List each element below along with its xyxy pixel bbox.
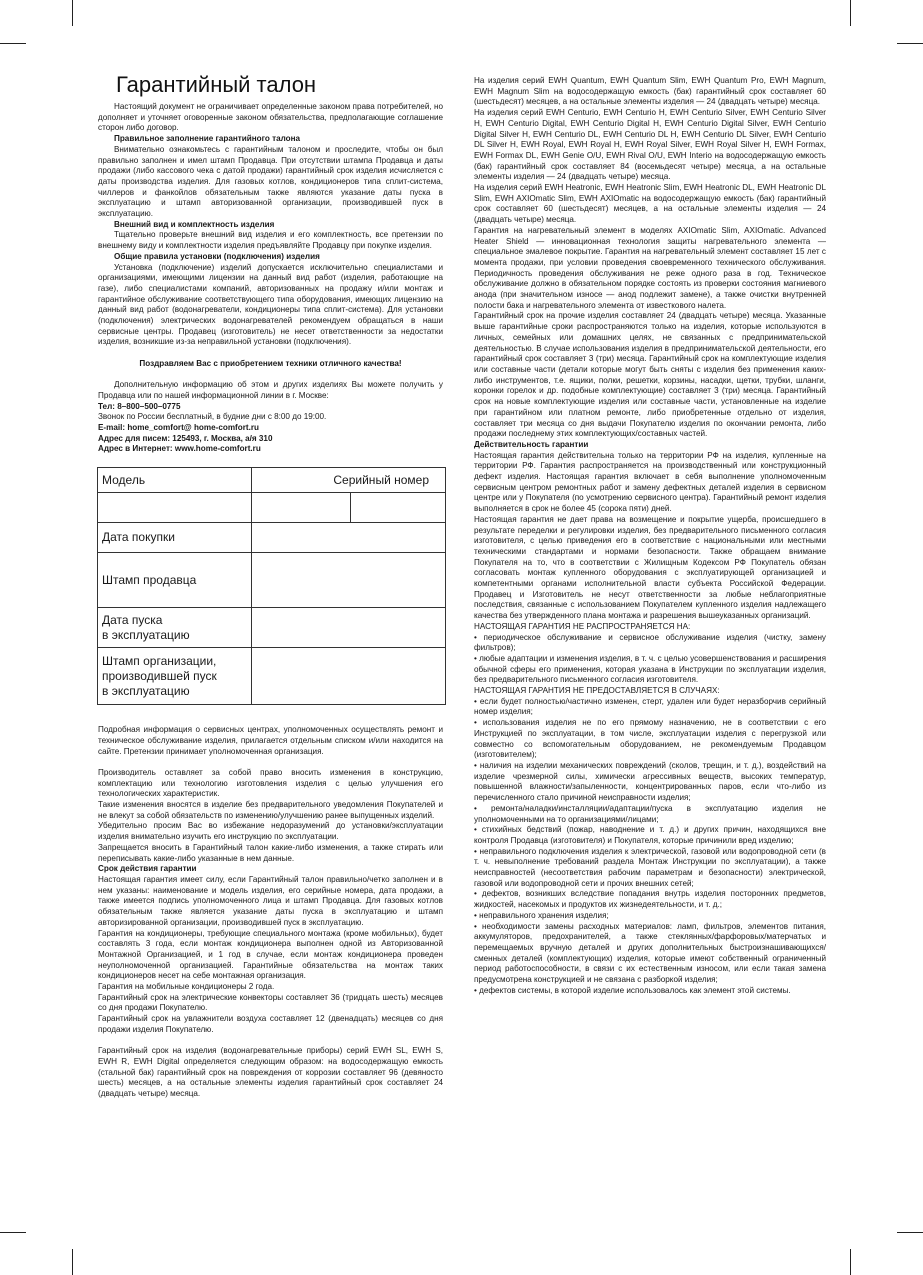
purchase-date-field[interactable] bbox=[252, 523, 446, 553]
serial-field-1[interactable] bbox=[252, 493, 351, 523]
seller-stamp-field[interactable] bbox=[252, 553, 446, 608]
launch-date-field[interactable] bbox=[252, 608, 446, 648]
warranty-text: Гарантия на нагревательный элемент в моделях AXIOmatic Slim, AXIOmatic. Advanced Heater Shield — инновационная технология защиты нагревательного элемента — специальное эмалевое покрытие. Гарантия на нагревательный элемент составляет 15 лет с момента продажи, при условии проведения своевременного технического обслуживания. Периодичность проведения обслуживания не реже одного раза в год. Техническое обслуживание должно в обязательном порядке состоять из проверки состояния магниевого анода (при значительном износе — анод подлежит замене), а также очистки внутренней полости бака и нагревательного элемента от известкового налета. bbox=[474, 225, 826, 310]
purchase-date-label: Дата покупки bbox=[98, 523, 252, 553]
crop-mark bbox=[0, 43, 26, 44]
list-item: • дефектов, возникших вследствие попадания внутрь изделия посторонних предметов, жидкостей, насекомых и продуктов их жизнедеятельности, и т. д.; bbox=[474, 889, 826, 910]
warranty-text: На изделия серий EWH Centurio, EWH Centurio H, EWH Centurio Silver, EWH Centurio Silver H, EWH Centurio Digital, EWH Centurio Digital H, EWH Centurio Digital Silver, EWH Centurio Digital Silver H, EWH Centurio DL, EWH Centurio DL H, EWH Centurio DL Silver, EWH Centurio DL Silver H, EWH Royal, EWH Royal H, EWH Royal Silver, EWH Royal Silver H, EWH Formax, EWH Formax DL, EWH Genie O/U, EWH Rival O/U, EWH Interio на водосодержащую емкость (бак) гарантийный срок составляет 84 (восемьдесят четыре) месяца, а на остальные элементы изделия — 24 (двадцать четыре) месяца. bbox=[474, 108, 826, 182]
section-heading: Правильное заполнение гарантийного талона bbox=[114, 134, 301, 144]
list-item: • дефектов системы, в которой изделие использовалось как элемент этой системы. bbox=[474, 985, 791, 995]
intro-text: Настоящий документ не ограничивает определенные законом права потребителей, но дополняет и уточняет оговоренные законом обязательства, предполагающие соглашение сторон либо договор. bbox=[98, 102, 443, 133]
crop-mark bbox=[897, 1232, 923, 1233]
after-table-text: Производитель оставляет за собой право вносить изменения в конструкцию, комплектацию или технологию изготовления изделия с целью улучшения его технологических характеристик. bbox=[98, 767, 443, 799]
list-item: • стихийных бедствий (пожар, наводнение и т. д.) и других причин, находящихся вне контроля Продавца (изготовителя) и Покупателя, которые причинили вред изделию; bbox=[474, 825, 826, 845]
after-table-text: Убедительно просим Вас во избежание недоразумений до установки/эксплуатации изделия внимательно изучить его инструкцию по эксплуатации. bbox=[98, 821, 443, 842]
seller-stamp-label: Штамп продавца bbox=[98, 553, 252, 608]
serial-label: Серийный номер bbox=[252, 468, 446, 493]
congrats-text: Поздравляем Вас с приобретением техники отличного качества! bbox=[139, 358, 402, 368]
term-text: Гарантия на мобильные кондиционеры 2 года. bbox=[98, 982, 275, 992]
list-item: • наличия на изделии механических повреждений (сколов, трещин, и т. д.), воздействий на изделие чрезмерной силы, химически агрессивных веществ, высоких температур, повышенной влажности/запыленности, концентрированных паров, если что-либо из перечисленного стало причиной неисправности изделия; bbox=[474, 761, 826, 803]
page-title: Гарантийный талон bbox=[116, 72, 317, 97]
phone: Тел: 8–800–500–0775 bbox=[98, 401, 181, 411]
crop-mark bbox=[850, 0, 851, 26]
after-table-text: Подробная информация о сервисных центрах, уполномоченных осуществлять ремонт и техническое обслуживание изделия, прилагается отдельным списком и/или находится на сайте. Претензии принимает уполномоченная организация. bbox=[98, 725, 443, 756]
list-item: • если будет полностью/частично изменен, стерт, удален или будет неразборчив серийный номер изделия; bbox=[474, 696, 826, 717]
model-field[interactable] bbox=[98, 493, 252, 523]
model-label: Модель bbox=[98, 468, 252, 493]
validity-text: Настоящая гарантия действительна только на территории РФ на изделия, купленные на территории РФ. Гарантия распространяется на производственный или конструкционный дефект изделия. Настоящая гарантия включает в себя выполнение уполномоченным сервисным центром ремонтных работ и замену дефектных деталей изделия в сервисном центре или у Покупателя (по усмотрению сервисного центра). Гарантийный ремонт изделия выполняется в срок не более 45 (сорока пяти) дней. bbox=[474, 450, 826, 514]
warranty-text: Гарантийный срок на прочие изделия составляет 24 (двадцать четыре) месяца. Указанные выше гарантийные сроки распространяются только на изделия, которые используются в личных, семейных или домашних целях, не связанных с предпринимательской деятельностью. В случае использования изделия в предпринимательской деятельности, его гарантийный срок составляет 3 (три) месяца. Гарантийный срок на комплектующие изделия или составные части (детали которые могут быть сняты с изделия без применения каких-либо инструментов, т.е. ящики, полки, решетки, корзины, насадки, щетки, трубки, шланги, коронки горелок и др. подобные комплектующие) составляет 3 (три) месяца. Гарантийный срок на новые комплектующие изделия или составные части, установленные на изделие при гарантийном или платном ремонте, либо приобретенные отдельно от изделия, составляет три месяца со дня выдачи Покупателю изделия по окончании ремонта, либо продажи последнему этих комплектующих/составных частей. bbox=[474, 311, 826, 439]
address: Адрес для писем: 125493, г. Москва, а/я 310 bbox=[98, 433, 273, 443]
left-column bbox=[98, 72, 443, 1100]
term-text: Гарантийный срок на изделия (водонагревательные приборы) серий EWH SL, EWH S, EWH R, EWH Digital определяется следующим образом: на водосодержащую емкость (стальной бак) гарантийный срок на повреждения от коррозии составляет 96 (девяносто шесть) месяцев, а на остальные элементы изделия гарантийный срок составляет 24 (двадцать четыре) месяца. bbox=[98, 1046, 443, 1099]
crop-mark bbox=[897, 43, 923, 44]
term-text: Гарантия на кондиционеры, требующие специального монтажа (кроме мобильных), будет составлять 3 года, если монтаж кондиционера выполнен одной из Авторизованной Монтажной Организацией, и 1 год в случае, если монтаж кондиционера проведен неуполномоченной организацией. Гарантийные обязательства на монтаж таких кондиционеров несет на себе монтажная организация. bbox=[98, 928, 443, 981]
list-item: • любые адаптации и изменения изделия, в т. ч. с целью усовершенствования и расширения обычной сферы его применения, которая указана в Инструкции по эксплуатации изделия, без предварительного письменного согласия изготовителя. bbox=[474, 653, 826, 685]
warranty-table bbox=[97, 467, 446, 705]
warranty-text: На изделия серий EWH Heatronic, EWH Heatronic Slim, EWH Heatronic DL, EWH Heatronic DL Slim, EWH AXIOmatic Slim, EWH AXIOmatic на водосодержащую емкость (бак) гарантийный срок составляет 60 (шестьдесят) месяцев, а на остальные элементы изделия — 24 (двадцать четыре) месяца. bbox=[474, 183, 826, 225]
org-stamp-field[interactable] bbox=[252, 648, 446, 705]
validity-text: Настоящая гарантия не дает права на возмещение и покрытие ущерба, происшедшего в результате переделки и регулировки изделия, без предварительного письменного согласия изготовителя, с целью приведения его в соответствие с национальными или местными техническими стандартами и нормами безопасности. Также обращаем внимание Покупателя на то, что в соответствии с Жилищным Кодексом РФ Покупатель обязан согласовать монтаж купленного оборудования с эксплуатирующей организацией и компетентными органами исполнительной власти субъекта Российской Федерации. Продавец и Изготовитель не несут ответственности за любые неблагоприятные последствия, связанные с использованием Покупателем купленного изделия надлежащего качества без утвержденного плана монтажа и разрешения вышеуказанных организаций. bbox=[474, 514, 826, 621]
after-table-text: Такие изменения вносятся в изделие без предварительного уведомления Покупателей и не влекут за собой обязательств по изменению/улучшению ранее выпущенных изделий. bbox=[98, 800, 443, 820]
contact-text: Дополнительную информацию об этом и других изделиях Вы можете получить у Продавца или по нашей информационной линии в г. Москве: bbox=[98, 380, 443, 400]
section-heading: Внешний вид и комплектность изделия bbox=[114, 219, 275, 229]
list-item: • неправильного хранения изделия; bbox=[474, 910, 609, 920]
crop-mark bbox=[72, 1249, 73, 1275]
list-heading: НАСТОЯЩАЯ ГАРАНТИЯ НЕ ПРЕДОСТАВЛЯЕТСЯ В СЛУЧАЯХ: bbox=[474, 686, 720, 696]
list-item: • неправильного подключения изделия к электрической, газовой или водопроводной сети (в т. ч. невыполнение требований раздела Монтаж Инструкции по эксплуатации), а также неисправностей (несоответствия рабочим параметрам и безопасности) электрической, газовой или водопроводной сети и прочих внешних сетей; bbox=[474, 846, 826, 888]
crop-mark bbox=[72, 0, 73, 26]
email: E-mail: home_comfort@ home-comfort.ru bbox=[98, 423, 259, 433]
term-text: Настоящая гарантия имеет силу, если Гарантийный талон правильно/четко заполнен и в нем указаны: наименование и модель изделия, его серийные номера, дата продажи, а также имеется подпись уполномоченного лица и штамп Продавца. Для газовых котлов обязательным также является указание даты пуска в эксплуатацию и штамп авторизированной организации, производившей пуск в эксплуатацию. bbox=[98, 875, 443, 927]
website: Адрес в Интернет: www.home-comfort.ru bbox=[98, 444, 261, 454]
warranty-text: На изделия серий EWH Quantum, EWH Quantum Slim, EWH Quantum Pro, EWH Magnum, EWH Magnum Slim на водосодержащую емкость (бак) гарантийный срок составляет 60 (шестьдесят) месяцев, а на остальные элементы изделия — 24 (двадцать четыре) месяца. bbox=[474, 76, 826, 107]
list-heading: НАСТОЯЩАЯ ГАРАНТИЯ НЕ РАСПРОСТРАНЯЕТСЯ НА: bbox=[474, 621, 691, 631]
list-item: • периодическое обслуживание и сервисное обслуживание изделия (чистку, замену фильтров); bbox=[474, 632, 826, 653]
section-text: Внимательно ознакомьтесь с гарантийным талоном и проследите, чтобы он был правильно заполнен и имел штамп Продавца. При отсутствии штампа Продавца и даты продажи (либо кассового чека с датой продажи) гарантийный срок изделия исчисляется с даты производства изделия. Для газовых котлов, кондиционеров типа сплит-система, чиллеров и фанкойлов обязательным также являются указание даты пуска в эксплуатацию и штамп авторизованной организации, производившей пуск в эксплуатацию. bbox=[98, 144, 443, 219]
call-note: Звонок по России бесплатный, в будние дни с 8:00 до 19:00. bbox=[98, 412, 327, 422]
crop-mark bbox=[850, 1249, 851, 1275]
right-column bbox=[474, 76, 826, 996]
list-item: • необходимости замены расходных материалов: ламп, фильтров, элементов питания, аккумуляторов, предохранителей, а также стеклянных/фарфоровых/матерчатых и перемещаемых вручную деталей и других дополнительных быстроизнашивающихся/сменных деталей (комплектующих) изделия, которые имеют собственный ограниченный период работоспособности, в связи с их естественным износом, или если такая замена предусмотрена конструкцией и не связана с разборкой изделия; bbox=[474, 921, 826, 985]
section-heading: Срок действия гарантии bbox=[98, 864, 197, 874]
crop-mark bbox=[0, 1232, 26, 1233]
serial-field-2[interactable] bbox=[351, 493, 446, 523]
section-heading: Действительность гарантии bbox=[474, 439, 589, 449]
list-item: • ремонта/наладки/инсталляции/адаптации/пуска в эксплуатацию изделия не уполномоченными на то организациями/лицами; bbox=[474, 803, 826, 824]
section-text: Установка (подключение) изделий допускается исключительно специалистами и организациями, имеющими лицензии на данный вид работ (изделия, работающие на газе), либо специалистами компаний, авторизованных на продажу и/или монтаж и гарантийное обслуживание соответствующего типа оборудования, имеющих лицензию на данный вид работ (водонагреватели, кондиционеры типа сплит-система). Для установки (подключения) электрических водонагревателей рекомендуем обращаться в наши сервисные центры. Продавец (изготовитель) не несет ответственности за недостатки изделия, возникшие из-за неправильной установки (подключения). bbox=[98, 262, 443, 347]
section-heading: Общие правила установки (подключения) изделия bbox=[114, 251, 320, 261]
after-table-text: Запрещается вносить в Гарантийный талон какие-либо изменения, а также стирать или переписывать какие-либо указанные в нем данные. bbox=[98, 842, 443, 863]
list-item: • использования изделия не по его прямому назначению, не в соответствии с его Инструкцией по эксплуатации, в том числе, эксплуатации изделия с перегрузкой или совместно со вспомогательным оборудованием, не рекомендуемым Продавцом (изготовителем); bbox=[474, 718, 826, 760]
term-text: Гарантийный срок на электрические конвекторы составляет 36 (тридцать шесть) месяцев со дня продажи Покупателю. bbox=[98, 992, 443, 1013]
section-text: Тщательно проверьте внешний вид изделия и его комплектность, все претензии по внешнему виду и комплектности изделия предъявляйте Продавцу при покупке изделия. bbox=[98, 230, 443, 251]
launch-date-label: Дата пуска в эксплуатацию bbox=[98, 608, 252, 648]
org-stamp-label: Штамп организации, производившей пуск в эксплуатацию bbox=[98, 648, 252, 705]
term-text: Гарантийный срок на увлажнители воздуха составляет 12 (двенадцать) месяцев со дня продажи изделия Покупателю. bbox=[98, 1014, 443, 1034]
